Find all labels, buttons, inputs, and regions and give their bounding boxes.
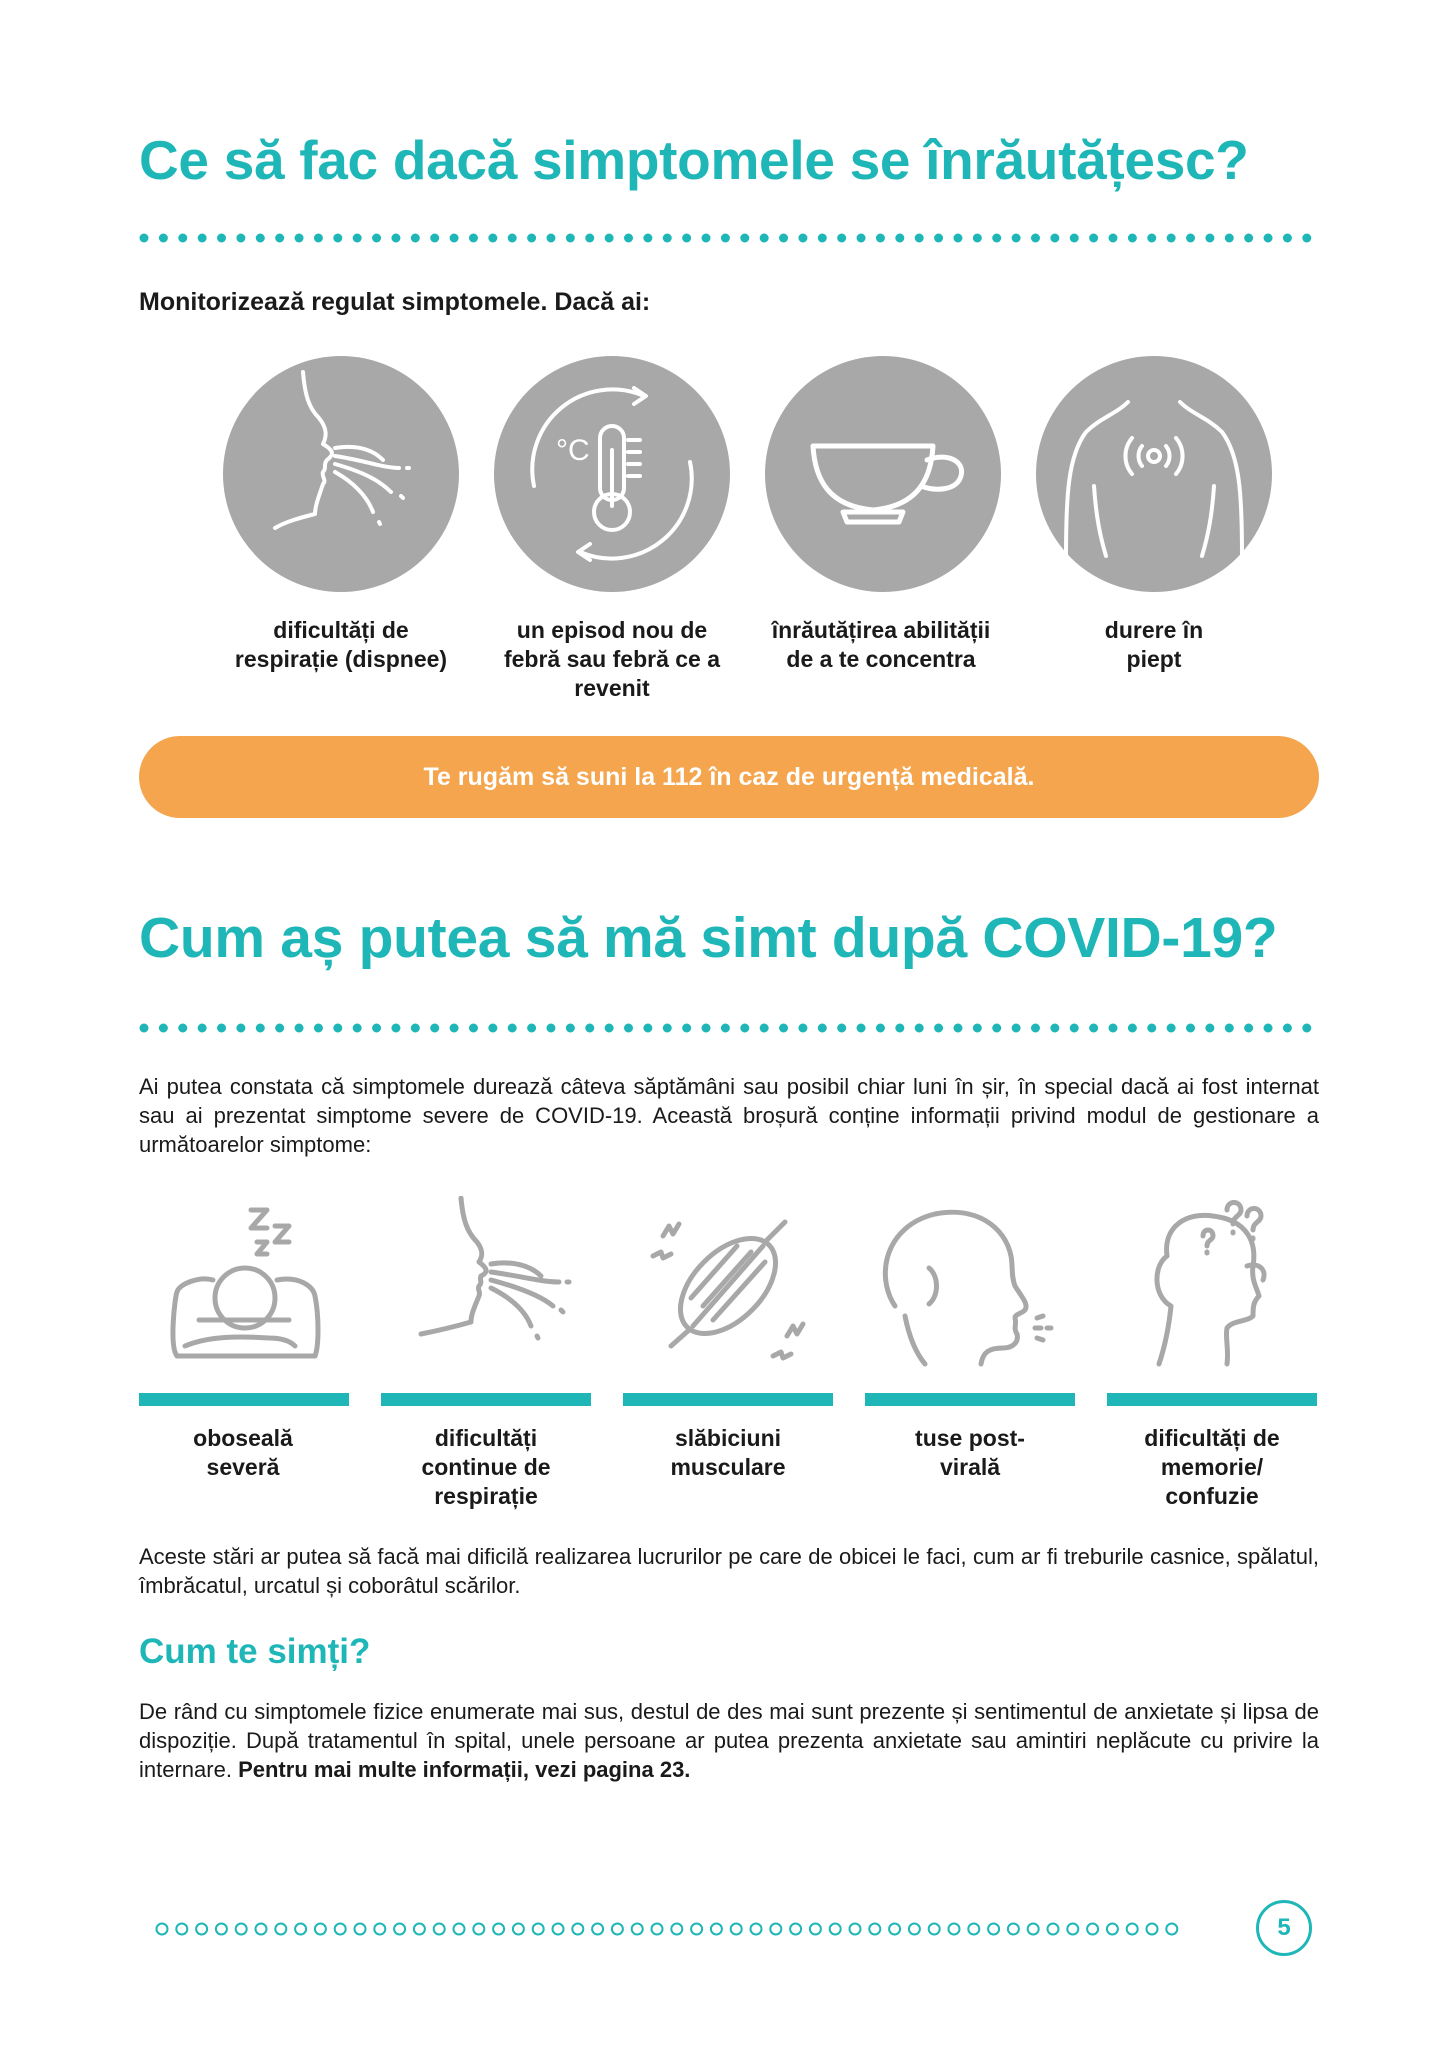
teal-bar xyxy=(139,1393,349,1406)
breathing-face-icon xyxy=(381,1196,591,1376)
dotted-divider xyxy=(139,1021,1319,1035)
after-covid-intro: Ai putea constata că simptomele durează câteva săptămâni sau posibil chiar luni în șir, în special dacă ai fost internat sau ai prezentat simptome severe de COVID-19. Această broșură conține informații privind modul de gestionare a următoarelor simptome: xyxy=(139,1074,1319,1157)
section-title-symptoms-worsen: Ce să fac dacă simptomele se înrăutățesc? xyxy=(139,129,1249,191)
emergency-banner xyxy=(139,736,1319,818)
cough-icon xyxy=(865,1196,1075,1376)
caption-muscle: slăbiciuni musculare xyxy=(670,1425,786,1480)
caption-fatigue: oboseală severă xyxy=(193,1425,293,1480)
caption-breathing: dificultăți continue de respirație xyxy=(421,1425,551,1509)
feelings-text xyxy=(139,1697,1319,1784)
muscle-icon xyxy=(623,1196,833,1376)
sleep-icon xyxy=(139,1196,349,1376)
daily-activities-text: Aceste stări ar putea să facă mai dificilă realizarea lucrurilor pe care de obicei le faci, cum ar fi treburile casnice, spălatul, îmbrăcatul, urcatul și coborâtul scărilor. xyxy=(139,1544,1319,1598)
section-title-how-you-feel: Cum te simți? xyxy=(139,1632,371,1671)
feelings-text-body: De rând cu simptomele fizice enumerate mai sus, destul de des mai sunt prezente și sentimentul de anxietate și lipsa de dispoziție. După tratamentul în spital, unele persoane ar putea prezenta anxietate sau amintiri neplăcute cu privire la internare. xyxy=(139,1699,1319,1782)
feelings-text-reference: Pentru mai multe informații, vezi pagina 23. xyxy=(238,1757,691,1782)
footer-dotted-line xyxy=(155,1920,1185,1938)
caption-cough: tuse post-virală xyxy=(915,1425,1025,1480)
dotted-divider xyxy=(139,231,1319,245)
teal-bar xyxy=(1107,1393,1317,1406)
confusion-icon xyxy=(1107,1196,1317,1376)
caption-concentration: înrăutățirea abilității de a te concentra xyxy=(771,617,991,672)
teal-bar xyxy=(865,1393,1075,1406)
monitor-intro: Monitorizează regulat simptomele. Dacă ai: xyxy=(139,288,651,316)
caption-dyspnea: dificultăți de respirație (dispnee) xyxy=(234,617,448,672)
section-title-after-covid: Cum aș putea să mă simt după COVID-19? xyxy=(139,906,1278,970)
teal-bar xyxy=(623,1393,833,1406)
thermometer-icon xyxy=(494,356,730,592)
caption-fever: un episod nou de febră sau febră ce a revenit xyxy=(503,617,721,701)
caption-memory: dificultăți de memorie/ confuzie xyxy=(1144,1425,1280,1509)
page-number: 5 xyxy=(1256,1900,1312,1956)
caption-chest-pain: durere în piept xyxy=(1104,617,1204,672)
chest-pain-icon xyxy=(1036,356,1272,592)
breathing-face-icon xyxy=(223,356,459,592)
cup-icon xyxy=(765,356,1001,592)
teal-bar xyxy=(381,1393,591,1406)
thermo-unit: °C xyxy=(556,434,590,467)
emergency-banner-text: Te rugăm să suni la 112 în caz de urgență medicală. xyxy=(423,762,1035,791)
